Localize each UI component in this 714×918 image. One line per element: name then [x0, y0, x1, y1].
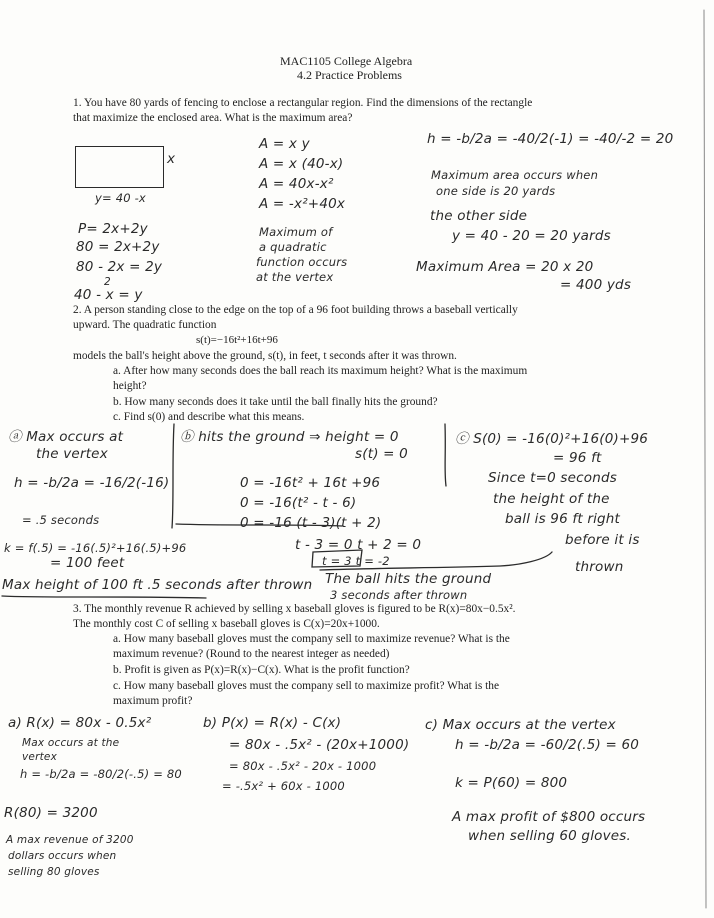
p2a-line7: Max height of 100 ft .5 seconds after thrown	[2, 577, 313, 593]
p3c-line2: h = -b/2a = -60/2(.5) = 60	[455, 737, 640, 753]
p1-note-2: a quadratic	[259, 240, 327, 254]
divider-b-c	[445, 424, 446, 486]
p1-result-4: y = 40 - 20 = 20 yards	[452, 228, 611, 244]
divider-a-b	[172, 424, 174, 528]
p2c-line1: ⓒ S(0) = -16(0)²+16(0)+96	[455, 431, 649, 447]
p3c-line4: A max profit of $800 occurs	[452, 809, 646, 825]
p1-area-3: A = 40x-x²	[259, 176, 334, 192]
p2b-line2: s(t) = 0	[355, 446, 408, 462]
p1-rect-bottom: y= 40 -x	[95, 191, 146, 205]
p3b-line4: = -.5x² + 60x - 1000	[222, 779, 345, 793]
p2b-line4: 0 = -16(t² - t - 6)	[240, 495, 357, 511]
p2b-line9: 3 seconds after thrown	[330, 588, 468, 602]
p3a-line7: dollars occurs when	[8, 850, 117, 862]
p3c-line1: c) Max occurs at the vertex	[425, 717, 616, 733]
p1-area-2: A = x (40-x)	[259, 156, 344, 172]
section-title: 4.2 Practice Problems	[297, 68, 402, 82]
p1-note-4: at the vertex	[256, 270, 334, 284]
p2c-line7: thrown	[575, 559, 624, 575]
page-edge	[704, 10, 706, 908]
problem3-qc1: c. How many baseball gloves must the company sell to maximize profit? What is the	[113, 680, 500, 692]
problem3-line1: 3. The monthly revenue R achieved by selling x baseball gloves is figured to be R(x)=80x−0.5x².	[73, 603, 516, 615]
problem3-qa1: a. How many baseball gloves must the company sell to maximize revenue? What is the	[113, 633, 510, 645]
p2a-line5: k = f(.5) = -16(.5)²+16(.5)+96	[4, 541, 187, 555]
p3b-line1: b) P(x) = R(x) - C(x)	[203, 715, 342, 731]
p2a-line6: = 100 feet	[50, 555, 125, 571]
p1-result-5: Maximum Area = 20 x 20	[416, 259, 594, 275]
problem3-qc2: maximum profit?	[113, 695, 193, 707]
problem1-line1: 1. You have 80 yards of fencing to enclose a rectangular region. Find the dimensions of the rectangle	[73, 97, 533, 109]
p1-rect-side: x	[167, 151, 176, 167]
problem2-line2: upward. The quadratic function	[73, 319, 217, 331]
p2c-line5: ball is 96 ft right	[505, 511, 621, 527]
p3a-line3: vertex	[22, 751, 57, 763]
p3c-line5: when selling 60 gloves.	[468, 828, 632, 844]
p3a-line8: selling 80 gloves	[8, 866, 100, 878]
p2b-line5: 0 = -16 (t - 3)(t + 2)	[240, 515, 382, 531]
p1-area-1: A = x y	[259, 136, 310, 152]
p2a-line4: = .5 seconds	[22, 513, 100, 527]
p1-perimeter-3-den: 2	[104, 276, 111, 288]
p3a-line4: h = -b/2a = -80/2(-.5) = 80	[20, 767, 182, 781]
p1-result-1: Maximum area occurs when	[431, 168, 599, 182]
p2b-line7: t = 3 t = -2	[322, 554, 390, 568]
problem3-qa2: maximum revenue? (Round to the nearest integer as needed)	[113, 648, 390, 660]
p2a-line2: the vertex	[36, 446, 108, 462]
p2b-line3: 0 = -16t² + 16t +96	[240, 475, 381, 491]
p1-perimeter-2: 80 = 2x+2y	[76, 239, 160, 255]
problem2-function: s(t)=−16t²+16t+96	[196, 334, 278, 346]
problem2-qc: c. Find s(0) and describe what this means.	[113, 411, 305, 423]
p2a-line1: ⓐ Max occurs at	[8, 429, 124, 445]
problem3-qb: b. Profit is given as P(x)=R(x)−C(x). What is the profit function?	[113, 664, 410, 676]
problem2-qa1: a. After how many seconds does the ball reach its maximum height? What is the maximum	[113, 365, 528, 377]
p1-perimeter-4: 40 - x = y	[74, 287, 143, 303]
problem1-line2: that maximize the enclosed area. What is the maximum area?	[73, 112, 353, 124]
p1-result-2: one side is 20 yards	[436, 184, 556, 198]
p2b-line8: The ball hits the ground	[325, 571, 492, 587]
p1-perimeter-3: 80 - 2x = 2y	[76, 259, 163, 275]
p2a-line3: h = -b/2a = -16/2(-16)	[14, 475, 170, 491]
p1-note-1: Maximum of	[259, 225, 333, 239]
p1-result-6: = 400 yds	[560, 277, 632, 293]
p1-area-4: A = -x²+40x	[259, 196, 346, 212]
rectangle-sketch	[75, 146, 164, 188]
p3a-line1: a) R(x) = 80x - 0.5x²	[8, 715, 152, 731]
problem2-line1: 2. A person standing close to the edge on the top of a 96 foot building throws a baseball vertically	[73, 304, 518, 316]
p2b-line1: ⓑ hits the ground ⇒ height = 0	[180, 429, 399, 445]
p2c-line2: = 96 ft	[553, 450, 602, 466]
p2c-line4: the height of the	[493, 491, 610, 507]
p3b-line3: = 80x - .5x² - 20x - 1000	[229, 759, 377, 773]
p1-perimeter-1: P= 2x+2y	[78, 221, 148, 237]
p2b-line6: t - 3 = 0 t + 2 = 0	[295, 537, 422, 553]
p1-note-3: function occurs	[256, 255, 348, 269]
problem2-line3: models the ball's height above the ground, s(t), in feet, t seconds after it was thrown.	[73, 350, 457, 362]
p1-result-3: the other side	[430, 208, 528, 224]
problem2-qa2: height?	[113, 380, 147, 392]
p3b-line2: = 80x - .5x² - (20x+1000)	[229, 737, 410, 753]
course-title: MAC1105 College Algebra	[280, 54, 413, 68]
p3c-line3: k = P(60) = 800	[455, 775, 568, 791]
p1-vertex-h: h = -b/2a = -40/2(-1) = -40/-2 = 20	[427, 131, 674, 147]
p2c-line3: Since t=0 seconds	[488, 470, 617, 486]
p3a-line2: Max occurs at the	[22, 737, 120, 749]
p3a-line5: R(80) = 3200	[4, 805, 98, 821]
underline-a-answer	[2, 596, 206, 598]
problem3-line2: The monthly cost C of selling x baseball gloves is C(x)=20x+1000.	[73, 618, 380, 630]
p3a-line6: A max revenue of 3200	[6, 834, 134, 846]
p2c-line6: before it is	[565, 532, 640, 548]
problem2-qb: b. How many seconds does it take until the ball finally hits the ground?	[113, 396, 438, 408]
